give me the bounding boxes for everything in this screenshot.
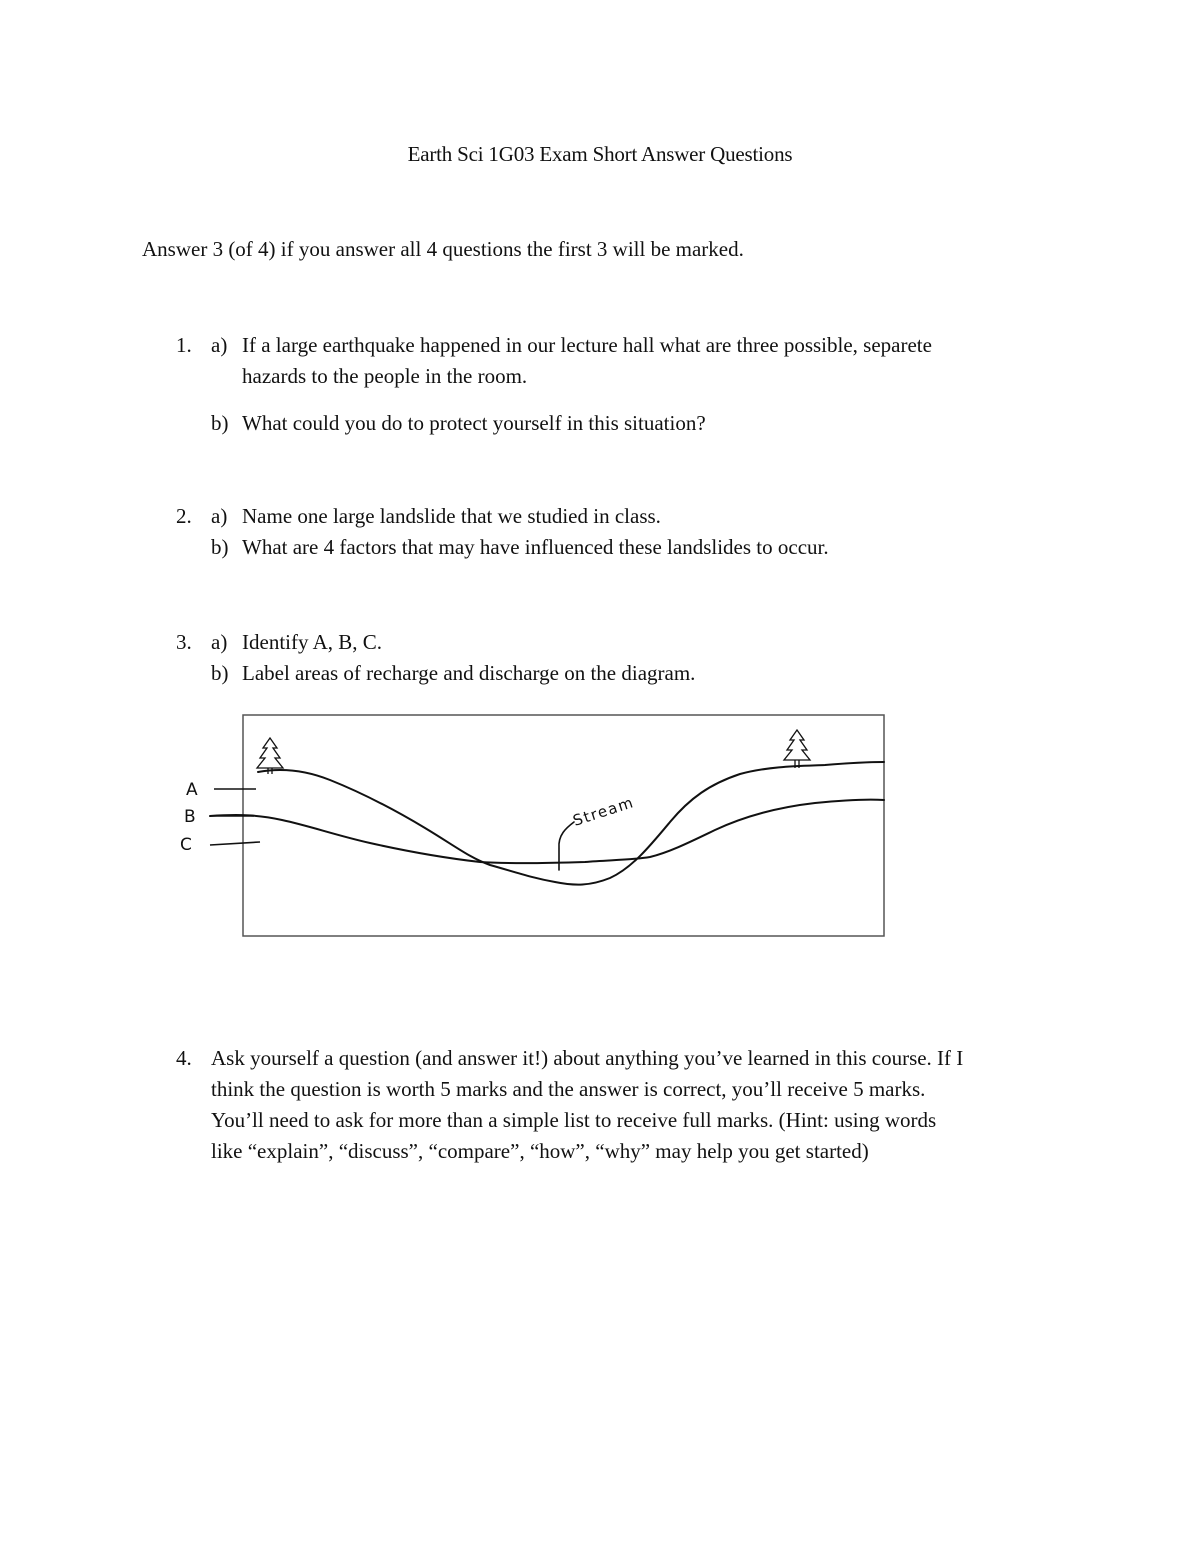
question-1-part-b: [211, 408, 932, 439]
question-number: 1.: [176, 333, 192, 357]
question-text-line: You’ll need to ask for more than a simple list to receive full marks. (Hint: using words: [211, 1108, 937, 1132]
question-3-part-b: [211, 658, 695, 689]
part-label: b): [211, 661, 229, 685]
question-text-line: Label areas of recharge and discharge on the diagram.: [242, 661, 696, 685]
stream-label: Stream: [570, 793, 637, 830]
question-text-line: Name one large landslide that we studied in class.: [242, 504, 661, 528]
question-2-part-b: [211, 532, 829, 563]
question-number: 2.: [176, 504, 192, 528]
tree-icon: [784, 730, 810, 768]
part-label: b): [211, 411, 229, 435]
tree-icon: [257, 738, 283, 774]
land-surface-line: [258, 762, 884, 885]
question-text-line: What are 4 factors that may have influenced these landslides to occur.: [242, 535, 829, 559]
label-a: A: [186, 780, 198, 800]
question-text-line: What could you do to protect yourself in this situation?: [242, 411, 706, 435]
question-text-line: If a large earthquake happened in our lecture hall what are three possible, separete: [242, 333, 932, 357]
part-label: b): [211, 535, 229, 559]
label-b: B: [184, 807, 196, 827]
part-label: a): [211, 333, 228, 357]
instructions: Answer 3 (of 4) if you answer all 4 questions the first 3 will be marked.: [142, 237, 744, 261]
question-1-part-a: [211, 330, 932, 392]
question-text-line: Ask yourself a question (and answer it!) about anything you’ve learned in this course. If I: [211, 1046, 964, 1070]
label-c: C: [180, 835, 192, 855]
part-label: a): [211, 504, 228, 528]
question-number: 4.: [176, 1046, 192, 1070]
question-text-line: Identify A, B, C.: [242, 630, 382, 654]
groundwater-diagram: [170, 710, 890, 942]
part-label: a): [211, 630, 228, 654]
water-table-line: [210, 800, 884, 864]
question-2-part-a: [211, 501, 829, 532]
question-number: 3.: [176, 630, 192, 654]
question-text-line: hazards to the people in the room.: [242, 364, 528, 388]
label-c-leader: [210, 842, 260, 845]
question-text-line: like “explain”, “discuss”, “compare”, “how”, “why” may help you get started): [211, 1139, 869, 1163]
question-text-line: think the question is worth 5 marks and the answer is correct, you’ll receive 5 marks.: [211, 1077, 926, 1101]
page-title: Earth Sci 1G03 Exam Short Answer Questions: [407, 142, 793, 166]
question-3-part-a: [211, 627, 695, 658]
